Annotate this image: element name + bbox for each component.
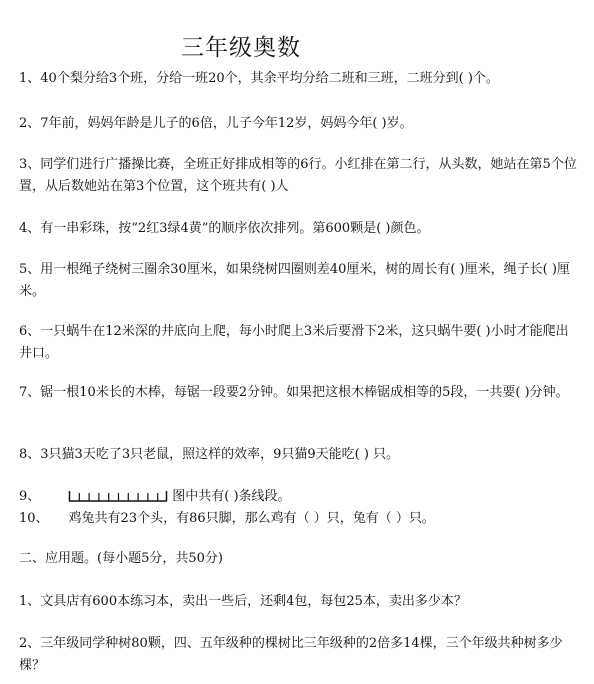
- question-8: 8、3只猫3天吃了3只老鼠，照这样的效率，9只猫9天能吃( ) 只。: [19, 447, 400, 462]
- section-2-heading: 二、应用题。(每小题5分，共50分): [19, 551, 223, 566]
- question-10: [19, 508, 577, 530]
- question-3: 3、同学们进行广播操比赛，全班正好排成相等的6行。小红排在第二行，从头数，她站在第5个位置，从后数她站在第3个位置，这个班共有( )人: [19, 157, 577, 194]
- question-2: 2、7年前，妈妈年龄是儿子的6倍，儿子今年12岁，妈妈今年( )岁。: [19, 116, 413, 131]
- page-title: 三年级奥数: [181, 35, 301, 61]
- application-question-1: 1、文具店有600本练习本，卖出一些后，还剩4包，每包25本，卖出多少本？: [19, 594, 467, 609]
- question-1: 1、40个梨分给3个班，分给一班20个，其余平均分给二班和三班，二班分到( )个。: [19, 71, 499, 86]
- question-5: 5、用一根绳子绕树三圈余30厘米，如果绕树四圈则差40厘米，树的周长有( )厘米，绳子长( )厘米。: [19, 262, 570, 299]
- question-9-number: 9、: [19, 489, 41, 504]
- question-9-text: 图中共有( )条线段。: [172, 489, 291, 504]
- question-10-text: 鸡兔共有23个头，有86只脚，那么鸡有（ ）只，兔有（ ）只。: [68, 511, 435, 526]
- question-10-number: 10、: [19, 511, 49, 526]
- question-6: 6、一只蜗牛在12米深的井底向上爬，每小时爬上3米后要滑下2米，这只蜗牛要( )小时才能爬出井口。: [19, 324, 569, 361]
- question-4: 4、有一串彩珠，按“2红3绿4黄”的顺序依次排列。第600颗是( )颜色。: [19, 221, 430, 236]
- application-question-2: 2、三年级同学种树80颗，四、五年级种的棵树比三年级种的2倍多14棵，三个年级共种树多少棵？: [19, 636, 563, 673]
- question-7: 7、锯一根10米长的木棒，每锯一段要2分钟。如果把这根木棒锯成相等的5段，一共要( )分钟。: [19, 385, 569, 400]
- line-segment-diagram: [68, 490, 168, 503]
- question-9: [19, 486, 577, 508]
